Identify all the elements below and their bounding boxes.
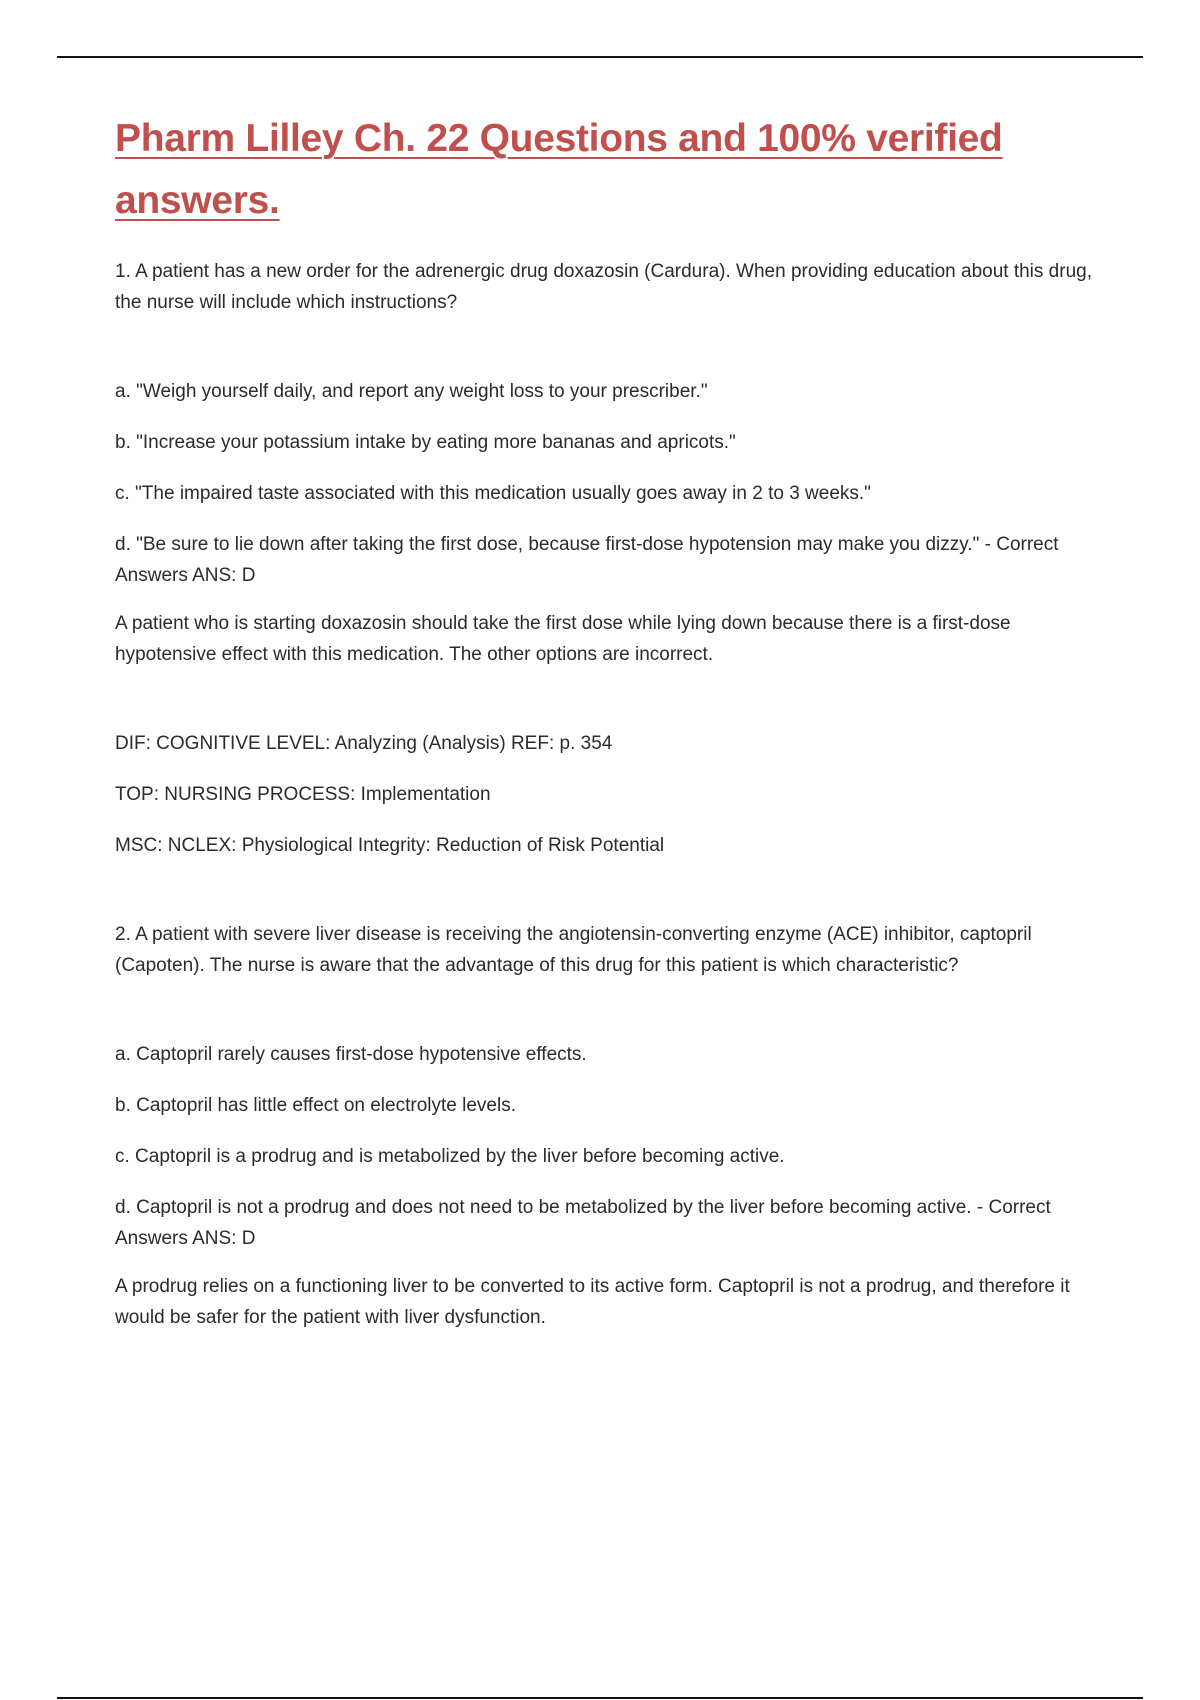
- document-title: Pharm Lilley Ch. 22 Questions and 100% verified answers.: [115, 117, 1003, 222]
- topic: TOP: NURSING PROCESS: Implementation: [115, 784, 491, 805]
- question-2: [115, 919, 1115, 1333]
- option-c: c. Captopril is a prodrug and is metabolized by the liver before becoming active.: [115, 1146, 785, 1167]
- option-d: d. Captopril is not a prodrug and does not need to be metabolized by the liver before becoming active. - Correct Answers ANS: D: [115, 1197, 1051, 1249]
- option-b: b. Captopril has little effect on electrolyte levels.: [115, 1095, 516, 1116]
- difficulty-ref: DIF: COGNITIVE LEVEL: Analyzing (Analysis) REF: p. 354: [115, 733, 613, 754]
- msc-category: MSC: NCLEX: Physiological Integrity: Reduction of Risk Potential: [115, 835, 665, 856]
- bottom-rule: [57, 1697, 1143, 1699]
- question-1: [115, 256, 1115, 861]
- document-body: [115, 108, 1115, 1391]
- top-rule: [57, 56, 1143, 58]
- option-a: a. Captopril rarely causes first-dose hypotensive effects.: [115, 1044, 587, 1065]
- option-d: d. "Be sure to lie down after taking the first dose, because first-dose hypotension may make you dizzy." - Correct Answers ANS: D: [115, 534, 1059, 586]
- option-a: a. "Weigh yourself daily, and report any weight loss to your prescriber.": [115, 381, 708, 402]
- question-stem: 1. A patient has a new order for the adrenergic drug doxazosin (Cardura). When providing education about this drug, the nurse will include which instructions?: [115, 261, 1092, 313]
- option-b: b. "Increase your potassium intake by eating more bananas and apricots.": [115, 432, 736, 453]
- rationale: A prodrug relies on a functioning liver to be converted to its active form. Captopril is not a prodrug, and therefore it would be safer for the patient with liver dysfunction.: [115, 1276, 1070, 1328]
- option-c: c. "The impaired taste associated with this medication usually goes away in 2 to 3 weeks.": [115, 483, 871, 504]
- rationale: A patient who is starting doxazosin should take the first dose while lying down because there is a first-dose hypotensive effect with this medication. The other options are incorrect.: [115, 613, 1011, 665]
- question-stem: 2. A patient with severe liver disease is receiving the angiotensin-converting enzyme (ACE) inhibitor, captopril (Capoten). The nurse is aware that the advantage of this drug for this patient is which characteristic?: [115, 924, 1032, 976]
